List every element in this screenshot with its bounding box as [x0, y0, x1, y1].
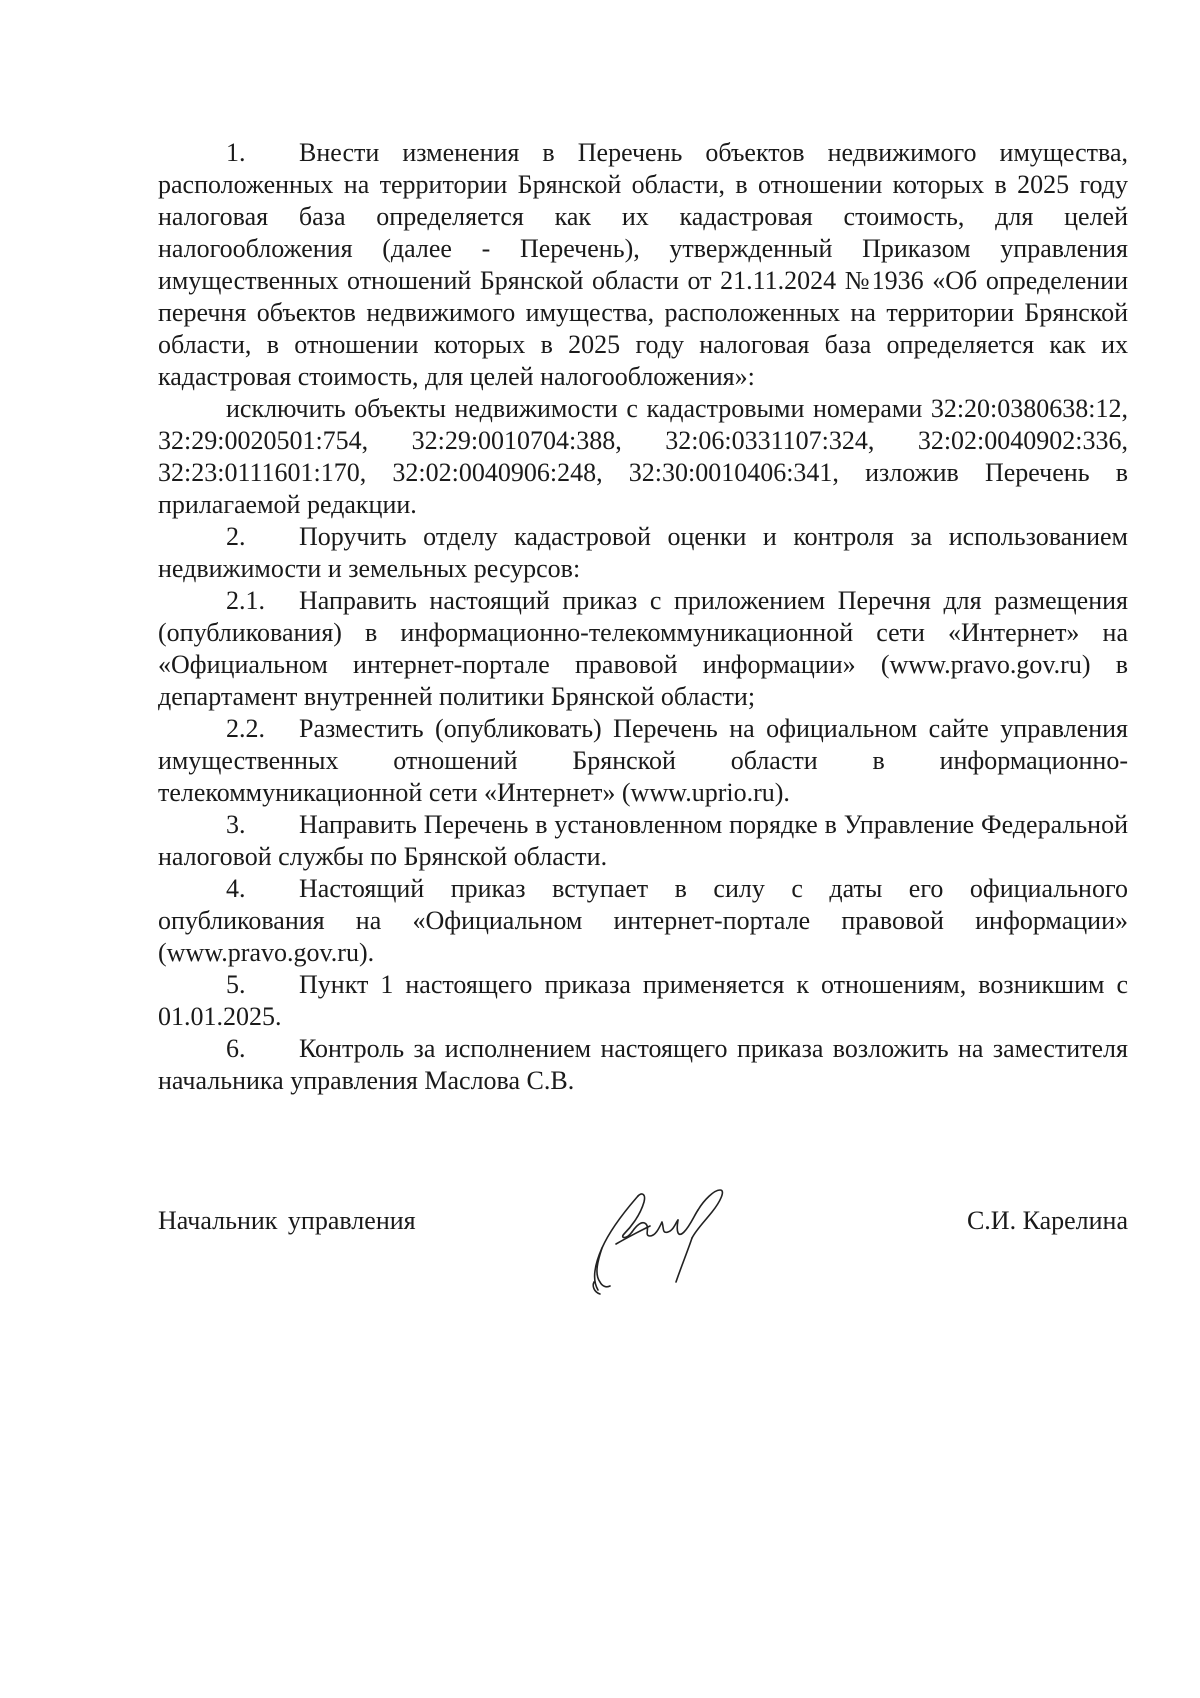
- paragraph-number: 6.: [226, 1034, 246, 1063]
- paragraph-text: Настоящий приказ вступает в силу с даты его официального опубликования на «Официальном интернет-портале правовой информации» (www.pravo.gov.ru).: [158, 874, 1128, 967]
- paragraph-2-1: [158, 585, 1128, 713]
- paragraph-text: Разместить (опубликовать) Перечень на официальном сайте управления имущественных отношений Брянской области в информационно-телекоммуникационной сети «Интернет» (www.uprio.ru).: [158, 714, 1128, 807]
- paragraph-number: 2.: [226, 522, 246, 551]
- paragraph-text: исключить объекты недвижимости с кадастровыми номерами 32:20:0380638:12, 32:29:0020501:754, 32:29:0010704:388, 32:06:0331107:324, 32:02:0040902:336, 32:23:0111601:170, 32:02:0040906:248, 32:30:0010406:341, изложив Перечень в прилагаемой редакции.: [158, 394, 1128, 519]
- paragraph-number: 3.: [226, 810, 246, 839]
- paragraph-1-exclusion: [158, 393, 1128, 521]
- paragraph-5: [158, 969, 1128, 1033]
- paragraph-1: [158, 137, 1128, 393]
- signer-position: Начальник управления: [158, 1206, 416, 1235]
- paragraph-4: [158, 873, 1128, 969]
- paragraph-number: 4.: [226, 874, 246, 903]
- paragraph-text: Направить Перечень в установленном порядке в Управление Федеральной налоговой службы по Брянской области.: [158, 810, 1128, 871]
- paragraph-number: 1.: [226, 138, 246, 167]
- paragraph-number: 2.1.: [226, 586, 265, 615]
- paragraph-number: 5.: [226, 970, 246, 999]
- paragraph-text: Направить настоящий приказ с приложением Перечня для размещения (опубликования) в информационно-телекоммуникационной сети «Интернет» на «Официальном интернет-портале правовой информации» (www.pravo.gov.ru) в департамент внутренней политики Брянской области;: [158, 586, 1128, 711]
- order-body: [158, 137, 1128, 1097]
- paragraph-2: [158, 521, 1128, 585]
- signer-name: С.И. Карелина: [966, 1206, 1128, 1235]
- paragraph-6: [158, 1033, 1128, 1097]
- paragraph-2-2: [158, 713, 1128, 809]
- paragraph-text: Поручить отделу кадастровой оценки и контроля за использованием недвижимости и земельных ресурсов:: [158, 522, 1128, 583]
- paragraph-3: [158, 809, 1128, 873]
- paragraph-text: Внести изменения в Перечень объектов недвижимого имущества, расположенных на территории Брянской области, в отношении которых в 2025 году налоговая база определяется как их кадастровая стоимость, для целей налогообложения (далее - Перечень), утвержденный Приказом управления имущественных отношений Брянской области от 21.11.2024 №1936 «Об определении перечня объектов недвижимого имущества, расположенных на территории Брянской области, в отношении которых в 2025 году налоговая база определяется как их кадастровая стоимость, для целей налогообложения»:: [158, 138, 1128, 391]
- handwritten-signature: [580, 1170, 750, 1300]
- paragraph-text: Пункт 1 настоящего приказа применяется к отношениям, возникшим с 01.01.2025.: [158, 970, 1128, 1031]
- paragraph-text: Контроль за исполнением настоящего приказа возложить на заместителя начальника управления Маслова С.В.: [158, 1034, 1128, 1095]
- paragraph-number: 2.2.: [226, 714, 265, 743]
